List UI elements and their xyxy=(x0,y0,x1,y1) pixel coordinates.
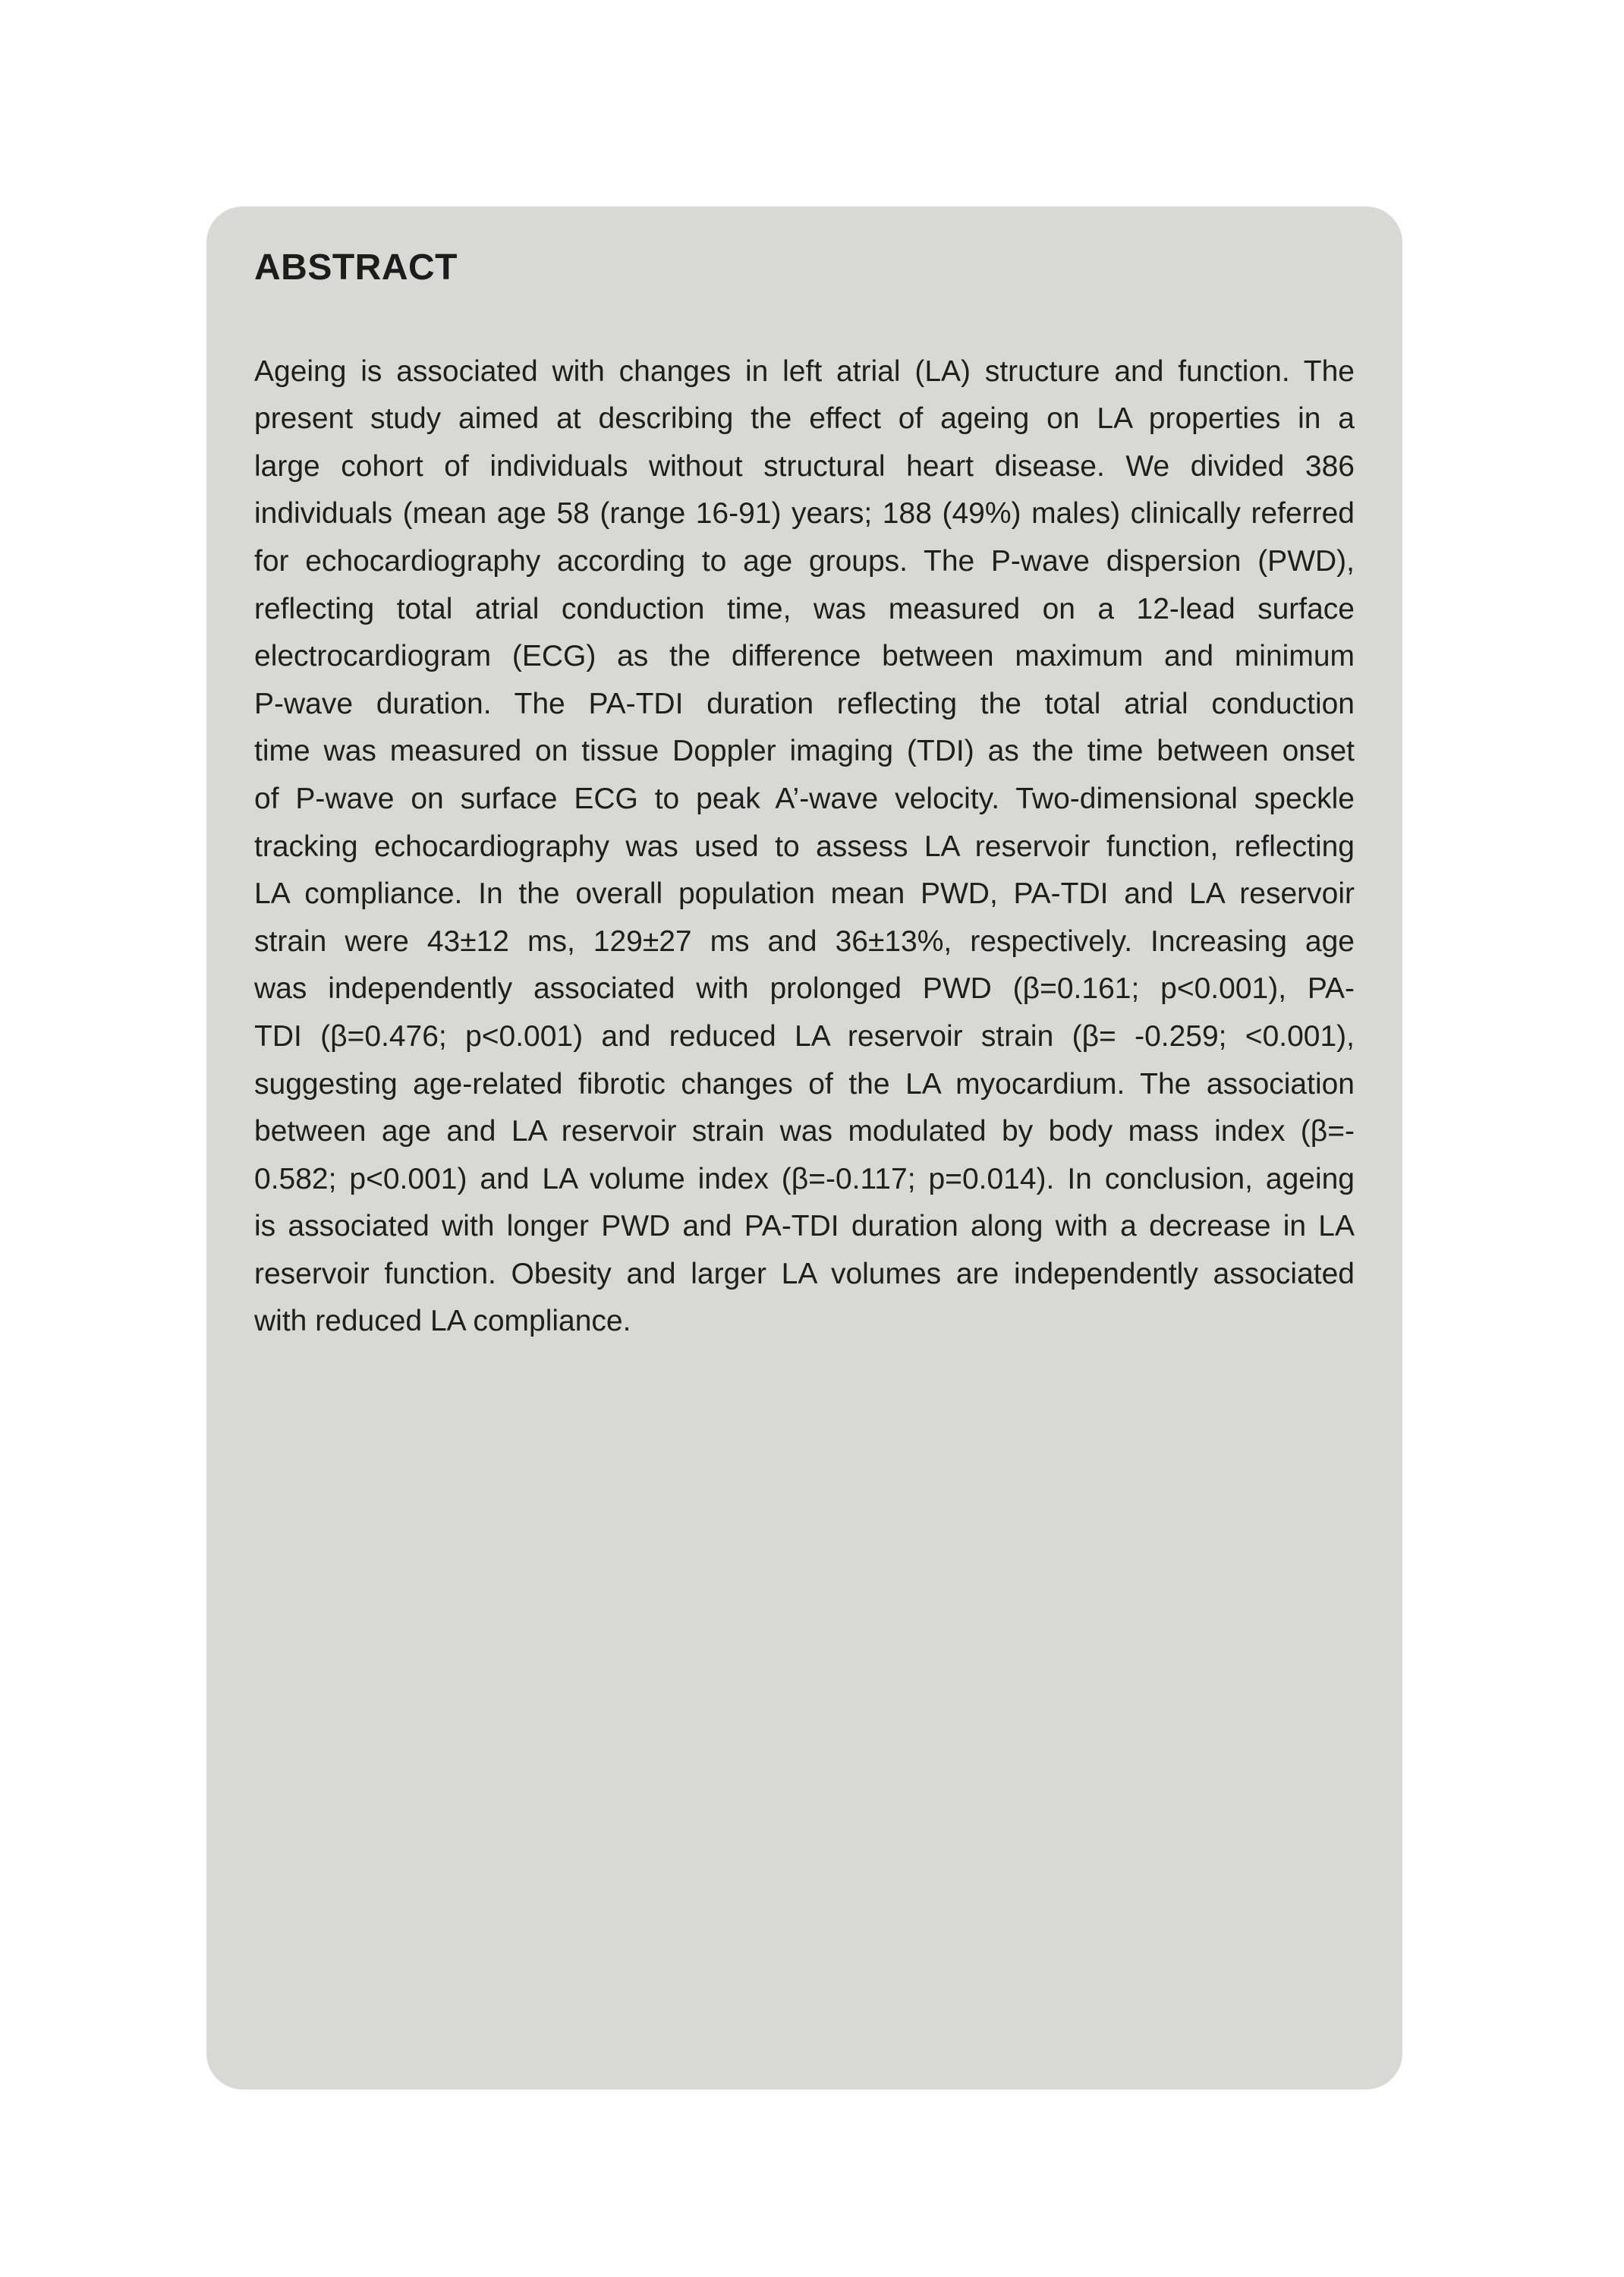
abstract-line: present study aimed at describing the effect of ageing on LA properties in a xyxy=(254,402,1355,436)
abstract-card xyxy=(206,206,1402,2090)
abstract-line: tracking echocardiography was used to assess LA reservoir function, reflecting xyxy=(254,830,1355,863)
abstract-line: individuals (mean age 58 (range 16-91) years; 188 (49%) males) clinically referred xyxy=(254,497,1355,531)
abstract-line: LA compliance. In the overall population mean PWD, PA-TDI and LA reservoir xyxy=(254,877,1355,911)
abstract-line: suggesting age-related fibrotic changes of the LA myocardium. The association xyxy=(254,1067,1355,1101)
abstract-body xyxy=(254,348,1355,1346)
abstract-line: Ageing is associated with changes in left atrial (LA) structure and function. The xyxy=(254,354,1355,388)
abstract-heading: ABSTRACT xyxy=(254,247,458,288)
abstract-line: 0.582; p<0.001) and LA volume index (β=-0.117; p=0.014). In conclusion, ageing xyxy=(254,1162,1355,1195)
abstract-line: was independently associated with prolonged PWD (β=0.161; p<0.001), PA- xyxy=(254,972,1355,1006)
abstract-line: electrocardiogram (ECG) as the difference between maximum and minimum xyxy=(254,640,1355,673)
abstract-line: TDI (β=0.476; p<0.001) and reduced LA reservoir strain (β= -0.259; <0.001), xyxy=(254,1019,1355,1053)
abstract-line: with reduced LA compliance. xyxy=(254,1305,631,1338)
abstract-line: P-wave duration. The PA-TDI duration reflecting the total atrial conduction xyxy=(254,687,1355,720)
abstract-line: reservoir function. Obesity and larger LA volumes are independently associated xyxy=(254,1257,1355,1290)
abstract-line: of P-wave on surface ECG to peak A’-wave velocity. Two-dimensional speckle xyxy=(254,782,1355,815)
abstract-line: for echocardiography according to age groups. The P-wave dispersion (PWD), xyxy=(254,544,1355,578)
abstract-line: large cohort of individuals without structural heart disease. We divided 386 xyxy=(254,449,1355,483)
abstract-line: is associated with longer PWD and PA-TDI duration along with a decrease in LA xyxy=(254,1210,1355,1243)
abstract-line: strain were 43±12 ms, 129±27 ms and 36±13%, respectively. Increasing age xyxy=(254,924,1355,958)
abstract-line: reflecting total atrial conduction time, was measured on a 12-lead surface xyxy=(254,592,1355,625)
abstract-line: between age and LA reservoir strain was modulated by body mass index (β=- xyxy=(254,1115,1355,1148)
abstract-line: time was measured on tissue Doppler imaging (TDI) as the time between onset xyxy=(254,735,1355,768)
